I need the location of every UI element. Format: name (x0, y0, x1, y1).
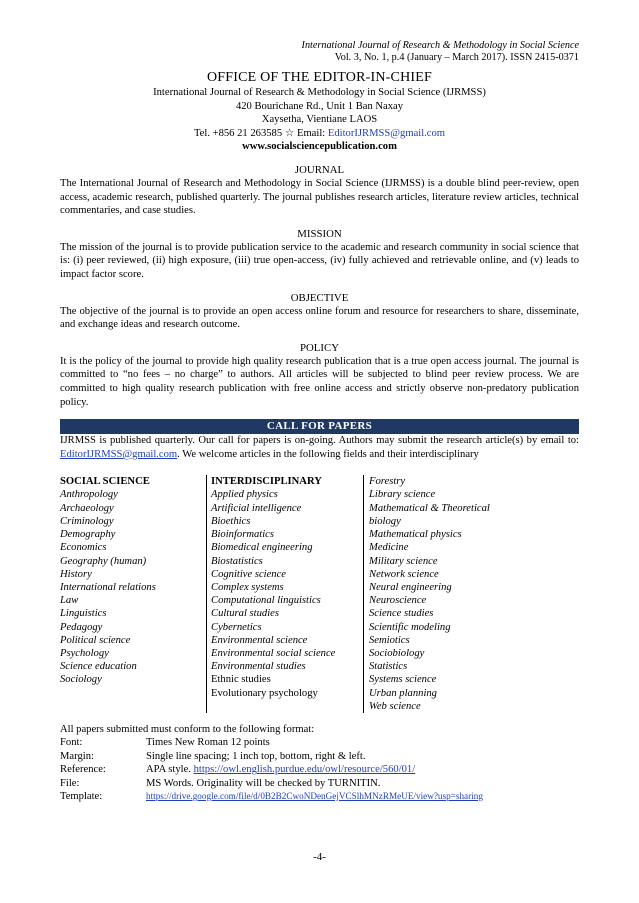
field-item: Applied physics (211, 489, 278, 501)
format-key: Margin: (60, 750, 94, 762)
field-item: Demography (60, 529, 116, 541)
field-item: Medicine (369, 542, 409, 554)
field-item: Cognitive science (211, 568, 287, 580)
field-item: Mathematical physics (369, 529, 462, 541)
field-item: Forestry (369, 476, 406, 488)
call-for-papers-paragraph (60, 434, 579, 461)
format-key: Reference: (60, 764, 106, 776)
field-item: Military science (369, 555, 438, 567)
reference-style: APA style. (146, 764, 194, 776)
field-item: Mathematical & Theoretical (369, 502, 490, 514)
field-item: Cultural studies (211, 608, 279, 620)
field-item: Network science (369, 568, 439, 580)
journal-heading: JOURNAL (294, 163, 345, 176)
page (60, 40, 579, 803)
format-value (146, 763, 415, 776)
cfp-text-after: . We welcome articles in the following fields and their interdisciplinary (177, 448, 479, 460)
cfp-text-before: IJRMSS is published quarterly. Our call for papers is on-going. Authors may submit the research article(s) by email to: (60, 435, 579, 447)
field-item: Neuroscience (369, 595, 427, 607)
field-item: Ethnic studies (211, 674, 271, 686)
star-icon: ☆ (284, 127, 295, 139)
reference-link[interactable]: https://owl.english.purdue.edu/owl/resource/560/01/ (193, 764, 416, 776)
format-row-file (60, 777, 579, 790)
format-key: Template: (60, 790, 103, 802)
field-item: Sociology (60, 674, 102, 686)
field-item: Archaeology (60, 502, 114, 514)
social-science-heading: SOCIAL SCIENCE (60, 476, 150, 488)
website-link[interactable]: www.socialsciencepublication.com (242, 141, 397, 153)
address-line-2: Xaysetha, Vientiane LAOS (261, 114, 378, 126)
field-item: Science education (60, 661, 137, 673)
policy-heading: POLICY (300, 341, 339, 354)
field-item: Semiotics (369, 634, 410, 646)
format-value: Single line spacing; 1 inch top, bottom, right & left. (146, 750, 366, 762)
field-item: Systems science (369, 674, 437, 686)
interdisciplinary-plain-list (211, 673, 363, 699)
field-item: Statistics (369, 661, 408, 673)
format-key: File: (60, 777, 80, 789)
field-item: Criminology (60, 515, 114, 527)
format-intro: All papers submitted must conform to the following format: (60, 723, 315, 735)
field-item: Complex systems (211, 581, 284, 593)
interdisciplinary-column (206, 475, 363, 713)
field-item: Sociobiology (369, 647, 425, 659)
field-item: Evolutionary psychology (211, 687, 318, 699)
cfp-email-link[interactable]: EditorIJRMSS@gmail.com (60, 448, 178, 460)
running-head-journal: International Journal of Research & Methodology in Social Science (301, 40, 579, 51)
field-item: Neural engineering (369, 581, 452, 593)
field-item: Environmental studies (211, 661, 306, 673)
field-item: Anthropology (60, 489, 118, 501)
social-science-list (60, 488, 206, 686)
field-item: History (60, 568, 92, 580)
field-item: Artificial intelligence (211, 502, 302, 514)
field-item: Political science (60, 634, 131, 646)
policy-paragraph: It is the policy of the journal to provide high quality research publication that is a true open access journal. The journal is committed to “no fees – no charge” to authors. All articles will be subjected to blind peer review process. We are committed to high quality research publication with free online access and strictly observe non-predatory publication policy. (60, 355, 579, 408)
format-row-template (60, 790, 579, 803)
field-item: biology (369, 515, 401, 527)
telephone: Tel. +856 21 263585 (193, 127, 283, 139)
field-item: Psychology (60, 647, 109, 659)
field-item: Linguistics (60, 608, 107, 620)
objective-paragraph: The objective of the journal is to provide an open access online forum and resource for researchers to share, disseminate, and exchange ideas and research outcome. (60, 305, 579, 331)
format-value: Times New Roman 12 points (146, 737, 270, 749)
template-link[interactable]: https://drive.google.com/file/d/0B2B2CwoNDenGejVCSlhMNzRMeUE/view?usp=sharing (146, 790, 483, 801)
field-item: Economics (60, 542, 107, 554)
field-item: Computational linguistics (211, 595, 321, 607)
field-item: Pedagogy (60, 621, 103, 633)
interdisciplinary-list (211, 488, 363, 673)
objective-heading: OBJECTIVE (290, 291, 349, 304)
journal-paragraph: The International Journal of Research and Methodology in Social Science (IJRMSS) is a double blind peer-review, open access, academic research, published quarterly. The journal publishes research articles, literature review articles, technical commentaries, and case studies. (60, 177, 579, 217)
running-head (60, 40, 579, 64)
field-item: Biomedical engineering (211, 542, 313, 554)
field-item: Environmental science (211, 634, 308, 646)
field-item: Scientific modeling (369, 621, 451, 633)
field-item: Library science (369, 489, 436, 501)
field-item: Geography (human) (60, 555, 147, 567)
editor-email-link[interactable]: EditorIJRMSS@gmail.com (327, 127, 446, 139)
field-item: Urban planning (369, 687, 437, 699)
fields-table (60, 475, 579, 713)
running-head-issue: Vol. 3, No. 1, p.4 (January – March 2017). ISSN 2415-0371 (334, 52, 579, 63)
format-row-margin (60, 750, 579, 763)
field-item: Cybernetics (211, 621, 262, 633)
mission-heading: MISSION (297, 227, 342, 240)
field-item: Law (60, 595, 79, 607)
page-number: -4- (313, 851, 326, 863)
field-item: Environmental social science (211, 647, 336, 659)
field-item: Bioethics (211, 515, 251, 527)
call-for-papers-banner: CALL FOR PAPERS (60, 419, 579, 434)
field-item: Science studies (369, 608, 434, 620)
office-title: OFFICE OF THE EDITOR-IN-CHIEF (206, 70, 432, 85)
contact-line (60, 127, 579, 141)
format-row-font (60, 736, 579, 749)
social-science-column (60, 475, 206, 713)
format-key: Font: (60, 737, 83, 749)
mission-paragraph: The mission of the journal is to provide publication service to the academic and research community in social science that is: (i) peer reviewed, (ii) high exposure, (iii) true open-access, (iv) fully achieved and retrievable online, and (v) leads to impact factor score. (60, 241, 579, 280)
journal-name: International Journal of Research & Methodology in Social Science (IJRMSS) (153, 87, 486, 98)
format-value: MS Words. Originality will be checked by TURNITIN. (146, 777, 381, 789)
interdisciplinary-heading: INTERDISCIPLINARY (211, 476, 322, 488)
format-row-reference (60, 763, 579, 776)
field-item: Biostatistics (211, 555, 263, 567)
email-label: Email: (296, 127, 326, 139)
field-item: Bioinformatics (211, 529, 274, 541)
other-fields-column (363, 475, 519, 713)
address-line-1: 420 Bourichane Rd., Unit 1 Ban Naxay (235, 100, 404, 112)
other-fields-list (369, 475, 519, 713)
field-item: International relations (60, 581, 156, 593)
field-item: Web science (369, 700, 421, 712)
